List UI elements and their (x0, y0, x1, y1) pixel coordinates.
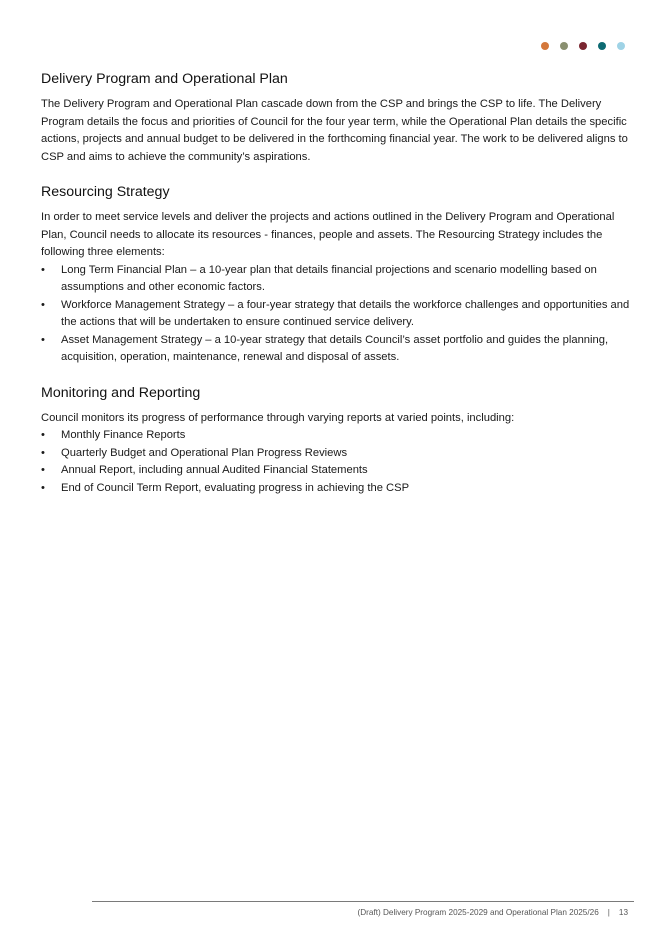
page-footer (92, 901, 634, 917)
bullet-icon: • (41, 298, 45, 311)
decor-dot (598, 42, 606, 50)
section-delivery-program (41, 70, 636, 166)
bullet-list (41, 427, 636, 497)
list-item-text: End of Council Term Report, evaluating progress in achieving the CSP (61, 481, 410, 494)
bullet-icon: • (41, 263, 45, 276)
list-item (41, 445, 636, 463)
bullet-icon: • (41, 481, 45, 494)
decor-dot (541, 42, 549, 50)
bullet-list (41, 262, 636, 367)
decor-dot (560, 42, 568, 50)
list-item (41, 462, 636, 480)
section-resourcing-strategy (41, 183, 636, 367)
section-monitoring-reporting (41, 384, 636, 498)
list-item-text: Asset Management Strategy – a 10-year strategy that details Council’s asset portfolio and guides the planning, acquisition, operation, maintenance, renewal and disposal of assets. (61, 333, 609, 363)
list-item-text: Quarterly Budget and Operational Plan Progress Reviews (61, 446, 348, 459)
list-item (41, 480, 636, 498)
list-item (41, 332, 636, 367)
list-item (41, 297, 636, 332)
bullet-icon: • (41, 446, 45, 459)
page-content (41, 70, 636, 514)
decorative-dots (541, 42, 625, 50)
footer-text (358, 908, 628, 917)
list-item-text: Annual Report, including annual Audited Financial Statements (61, 464, 368, 476)
list-item (41, 262, 636, 297)
bullet-icon: • (41, 429, 45, 441)
section-heading: Resourcing Strategy (41, 184, 170, 200)
bullet-icon: • (41, 464, 45, 476)
list-item-text: Long Term Financial Plan – a 10-year plan that details financial projections and scenario modelling based on assumptions and other economic factors. (61, 263, 597, 293)
section-paragraph: The Delivery Program and Operational Plan cascade down from the CSP and brings the CSP to life. The Delivery Program details the focus and priorities of Council for the four year term, while the Operational Plan details the specific actions, projects and annual budget to be delivered in the forthcoming financial year. The work to be delivered aligns to CSP and aims to achieve the community’s aspirations. (41, 98, 628, 163)
page-number: 13 (618, 908, 628, 917)
section-heading: Monitoring and Reporting (41, 384, 201, 401)
section-paragraph: In order to meet service levels and deliver the projects and actions outlined in the Delivery Program and Operational Plan, Council needs to allocate its resources - finances, people and assets. The Resourcing Strategy includes the following three elements: (41, 211, 615, 258)
list-item-text: Monthly Finance Reports (61, 429, 186, 441)
bullet-icon: • (41, 333, 45, 346)
list-item-text: Workforce Management Strategy – a four-year strategy that details the workforce challenges and opportunities and the actions that will be undertaken to ensure continued service delivery. (61, 298, 630, 328)
decor-dot (617, 42, 625, 50)
footer-separator: | (607, 908, 610, 917)
section-heading: Delivery Program and Operational Plan (41, 71, 288, 87)
section-paragraph: Council monitors its progress of performance through varying reports at varied points, including: (41, 411, 515, 424)
footer-doc-title: (Draft) Delivery Program 2025-2029 and Operational Plan 2025/26 (357, 908, 599, 917)
list-item (41, 427, 636, 445)
decor-dot (579, 42, 587, 50)
